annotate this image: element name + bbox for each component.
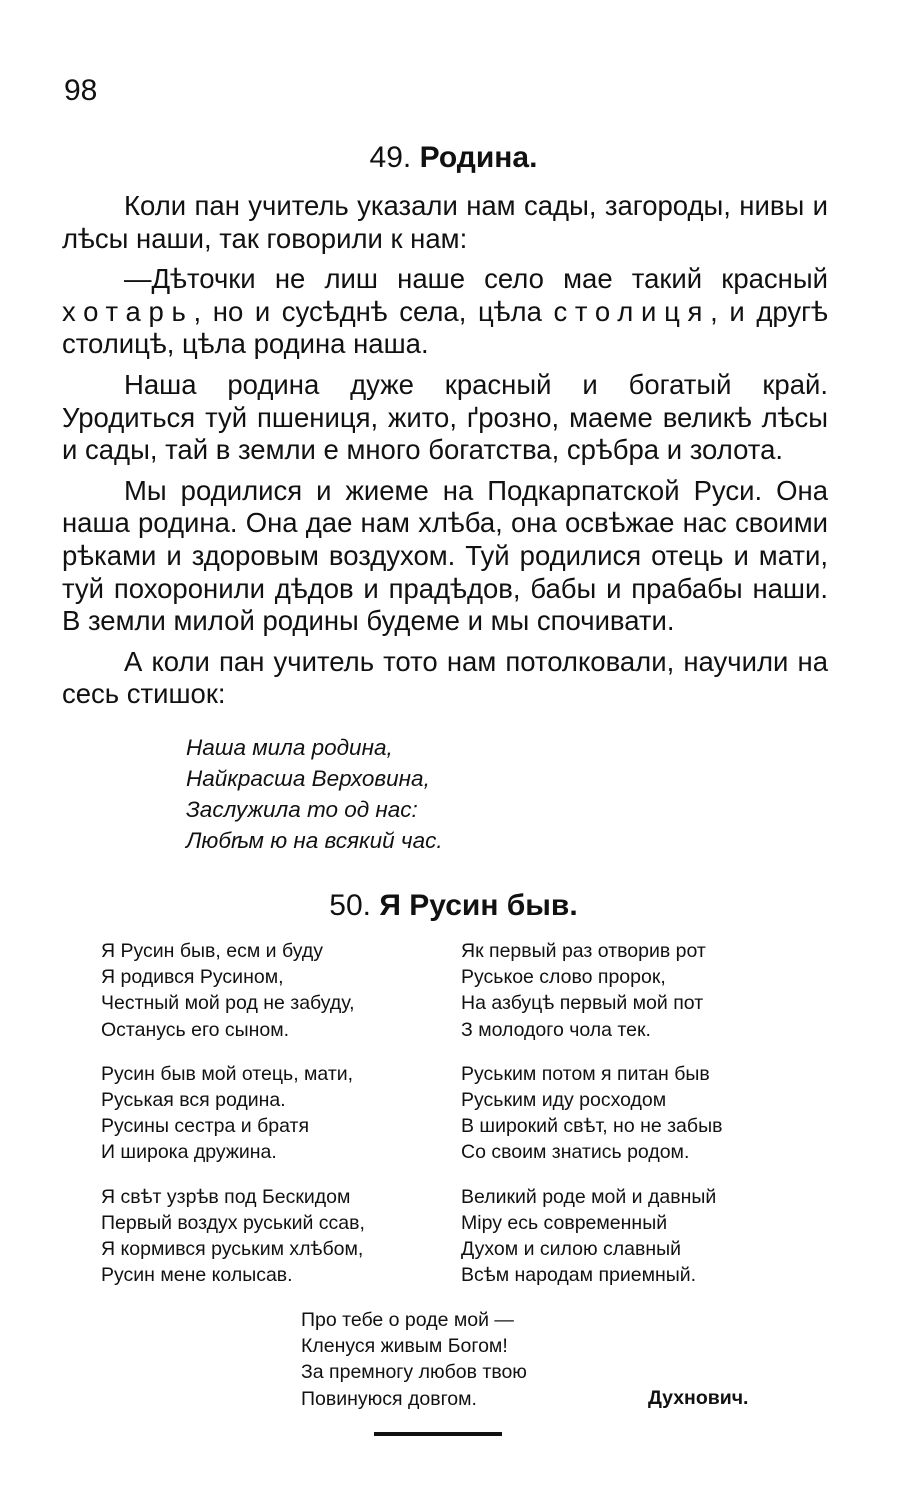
poem-line: Я родився Русином, xyxy=(101,966,284,989)
poem-line: Я кормився руським хлѣбом, xyxy=(101,1238,364,1261)
end-rule xyxy=(374,1432,502,1436)
poem-line: Любѣм ю на всякий час. xyxy=(186,828,443,853)
poem-line: Найкрасша Верховина, xyxy=(186,766,430,791)
poem-line: Русин быв мой отець, мати, xyxy=(101,1062,354,1085)
poem-line: Великий роде мой и давный xyxy=(461,1185,717,1208)
paragraph: А коли пан учитель тото нам потолковали, научили на сесь стишок: xyxy=(62,645,828,710)
poem-line: Наша мила родина, xyxy=(186,735,393,760)
poem-line: Кленуся живым Богом! xyxy=(301,1335,508,1358)
stanza xyxy=(101,938,441,1043)
poem-line: Руським иду росходом xyxy=(461,1089,667,1112)
section-49-text xyxy=(62,190,828,719)
poem-line: Я свѣт узрѣв под Бескидом xyxy=(101,1185,351,1208)
section-49-poem xyxy=(186,732,443,856)
paragraph: Мы родилися и жиеме на Подкарпатской Руси. Она наша родина. Она дае нам хлѣба, она освѣжае нас своими рѣками и здоровым воздухом. Туй родилися отець и мати, туй похоронили дѣдов и прадѣдов, бабы и прабабы наши. В земли милой родины будеме и мы спочивати. xyxy=(62,474,828,637)
paragraph-text: , но и сусѣднѣ села, цѣла xyxy=(193,295,554,327)
poem-line: З молодого чола тек. xyxy=(461,1018,651,1041)
poem-line: Про тебе о роде мой — xyxy=(301,1309,514,1331)
poem-line: Повинуюся довгом. xyxy=(301,1387,477,1410)
poem-line: И широка дружина. xyxy=(101,1141,277,1164)
poem-line: Всѣм народам приемный. xyxy=(461,1264,697,1287)
stanza xyxy=(101,1184,441,1289)
poem-line: За премногу любов твою xyxy=(301,1361,527,1384)
poem-line: На азбуцѣ первый мой пот xyxy=(461,992,704,1015)
spaced-word: столиця xyxy=(553,295,711,327)
poem-line: Духом и силою славный xyxy=(461,1238,682,1261)
paragraph: Наша родина дуже красный и богатый край. Уродиться туй пшениця, жито, ґрозно, маеме великѣ лѣсы и сады, тай в земли е много богатства, срѣбра и золота. xyxy=(62,368,828,466)
poem-line: Заслужила то од нас: xyxy=(186,797,418,822)
paragraph xyxy=(62,263,828,361)
final-stanza xyxy=(301,1307,527,1412)
poem-line: Міру есь современный xyxy=(461,1211,668,1234)
spaced-word: хотарь xyxy=(62,295,194,327)
poem-line: Руськое слово пророк, xyxy=(461,966,666,989)
poem-line: Русины сестра и братя xyxy=(101,1115,309,1138)
paragraph-text: , и другѣ столицѣ, цѣла родина наша. xyxy=(62,295,828,360)
poem-author: Духнович. xyxy=(648,1387,749,1409)
poem-line: В широкий свѣт, но не забыв xyxy=(461,1115,723,1138)
stanza xyxy=(461,1061,821,1166)
poem-line: Первый воздух руський ссав, xyxy=(101,1211,365,1234)
stanza xyxy=(461,938,821,1043)
section-50-title: Я Русин быв. xyxy=(379,889,578,922)
poem-line: Со своим знатись родом. xyxy=(461,1141,690,1164)
poem-line: Руськая вся родина. xyxy=(101,1089,286,1112)
section-49-number: 49. xyxy=(369,141,412,174)
poem-left-column xyxy=(101,938,441,1306)
stanza xyxy=(101,1061,441,1166)
stanza xyxy=(461,1184,821,1289)
paragraph: Коли пан учитель указали нам сады, загороды, нивы и лѣсы наши, так говорили к нам: xyxy=(62,190,828,254)
poem-right-column xyxy=(461,938,821,1306)
section-49-title: Родина. xyxy=(419,141,538,174)
section-49-heading xyxy=(0,138,907,178)
section-50-number: 50. xyxy=(329,889,371,922)
poem-line: Руським потом я питан быв xyxy=(461,1062,710,1085)
poem-line: Честный мой род не забуду, xyxy=(101,992,355,1015)
poem-line: Я Русин быв, есм и буду xyxy=(101,940,323,962)
poem-line: Русин мене колысав. xyxy=(101,1264,293,1287)
section-50-heading xyxy=(0,886,907,926)
poem-line: Як первый раз отворив рот xyxy=(461,940,706,962)
poem-line: Останусь его сыном. xyxy=(101,1018,290,1041)
page-number: 98 xyxy=(64,74,98,107)
paragraph-text: —Дѣточки не лиш наше село мае такий красный xyxy=(124,263,828,295)
